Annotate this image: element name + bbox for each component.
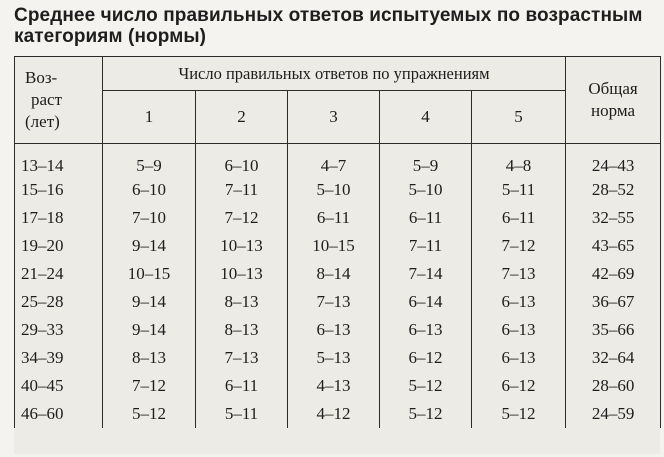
exercise-cell: 5–13: [288, 344, 380, 372]
header-exercise-5: 5: [472, 91, 566, 144]
total-cell: 28–60: [566, 372, 661, 400]
exercise-cell: 5–10: [288, 176, 380, 204]
norms-table: [14, 56, 661, 428]
exercise-cell: 6–11: [196, 372, 288, 400]
exercise-cell: 6–11: [472, 204, 566, 232]
age-cell: 29–33: [15, 316, 103, 344]
exercise-cell: 9–14: [103, 288, 196, 316]
exercise-cell: 7–12: [196, 204, 288, 232]
exercise-cell: 6–10: [196, 144, 288, 177]
exercise-cell: 10–13: [196, 232, 288, 260]
exercise-cell: 6–11: [288, 204, 380, 232]
header-age-line3: (лет): [25, 112, 60, 131]
header-total: [566, 57, 661, 144]
header-age: [15, 57, 103, 144]
exercise-cell: 5–12: [103, 400, 196, 428]
exercise-cell: 5–10: [380, 176, 472, 204]
exercise-cell: 8–13: [196, 316, 288, 344]
header-age-line2: раст: [31, 90, 63, 109]
header-total-line1: Общая: [588, 79, 638, 98]
exercise-cell: 5–9: [380, 144, 472, 177]
exercise-cell: 8–13: [196, 288, 288, 316]
exercise-cell: 7–12: [103, 372, 196, 400]
header-age-line1: Воз-: [25, 68, 58, 87]
total-cell: 32–55: [566, 204, 661, 232]
exercise-cell: 4–7: [288, 144, 380, 177]
header-total-line2: норма: [591, 101, 636, 120]
header-exercise-4: 4: [380, 91, 472, 144]
header-exercise-2: 2: [196, 91, 288, 144]
exercise-cell: 7–12: [472, 232, 566, 260]
table-row: [15, 144, 661, 177]
exercise-cell: 9–14: [103, 316, 196, 344]
table-row: [15, 176, 661, 204]
age-cell: 21–24: [15, 260, 103, 288]
exercise-cell: 5–12: [380, 372, 472, 400]
exercise-cell: 10–15: [103, 260, 196, 288]
table-title: Среднее число правильных ответов испытуемых по возрастным категориям (нормы): [14, 5, 643, 47]
age-cell: 46–60: [15, 400, 103, 428]
total-cell: 24–59: [566, 400, 661, 428]
total-cell: 24–43: [566, 144, 661, 177]
total-cell: 42–69: [566, 260, 661, 288]
age-cell: 17–18: [15, 204, 103, 232]
exercise-cell: 6–13: [472, 288, 566, 316]
exercise-cell: 6–13: [472, 344, 566, 372]
exercise-cell: 6–10: [103, 176, 196, 204]
exercise-cell: 7–13: [288, 288, 380, 316]
exercise-cell: 5–11: [196, 400, 288, 428]
total-cell: 36–67: [566, 288, 661, 316]
exercise-cell: 9–14: [103, 232, 196, 260]
age-cell: 19–20: [15, 232, 103, 260]
exercise-cell: 7–10: [103, 204, 196, 232]
exercise-cell: 6–13: [472, 316, 566, 344]
exercise-cell: 6–12: [380, 344, 472, 372]
exercise-cell: 5–11: [472, 176, 566, 204]
age-cell: 40–45: [15, 372, 103, 400]
exercise-cell: 6–14: [380, 288, 472, 316]
table-row: [15, 288, 661, 316]
header-exercise-group: Число правильных ответов по упражнениям: [103, 57, 566, 91]
age-cell: 13–14: [15, 144, 103, 177]
exercise-cell: 4–8: [472, 144, 566, 177]
age-cell: 34–39: [15, 344, 103, 372]
table-row: [15, 204, 661, 232]
table-row: [15, 260, 661, 288]
total-cell: 32–64: [566, 344, 661, 372]
total-cell: 43–65: [566, 232, 661, 260]
total-cell: 35–66: [566, 316, 661, 344]
exercise-cell: 7–11: [380, 232, 472, 260]
exercise-cell: 6–13: [380, 316, 472, 344]
exercise-cell: 10–15: [288, 232, 380, 260]
exercise-cell: 7–14: [380, 260, 472, 288]
exercise-cell: 7–11: [196, 176, 288, 204]
total-cell: 28–52: [566, 176, 661, 204]
exercise-cell: 4–13: [288, 372, 380, 400]
table-row: [15, 372, 661, 400]
exercise-cell: 7–13: [472, 260, 566, 288]
table-row: [15, 400, 661, 428]
exercise-cell: 5–9: [103, 144, 196, 177]
header-exercise-3: 3: [288, 91, 380, 144]
exercise-cell: 10–13: [196, 260, 288, 288]
exercise-cell: 4–12: [288, 400, 380, 428]
exercise-cell: 6–13: [288, 316, 380, 344]
age-cell: 25–28: [15, 288, 103, 316]
exercise-cell: 7–13: [196, 344, 288, 372]
exercise-cell: 8–14: [288, 260, 380, 288]
table-row: [15, 344, 661, 372]
exercise-cell: 6–12: [472, 372, 566, 400]
exercise-cell: 5–12: [472, 400, 566, 428]
header-exercise-1: 1: [103, 91, 196, 144]
table-row: [15, 316, 661, 344]
age-cell: 15–16: [15, 176, 103, 204]
exercise-cell: 8–13: [103, 344, 196, 372]
exercise-cell: 5–12: [380, 400, 472, 428]
norms-table-container: [14, 56, 660, 454]
table-row: [15, 232, 661, 260]
exercise-cell: 6–11: [380, 204, 472, 232]
